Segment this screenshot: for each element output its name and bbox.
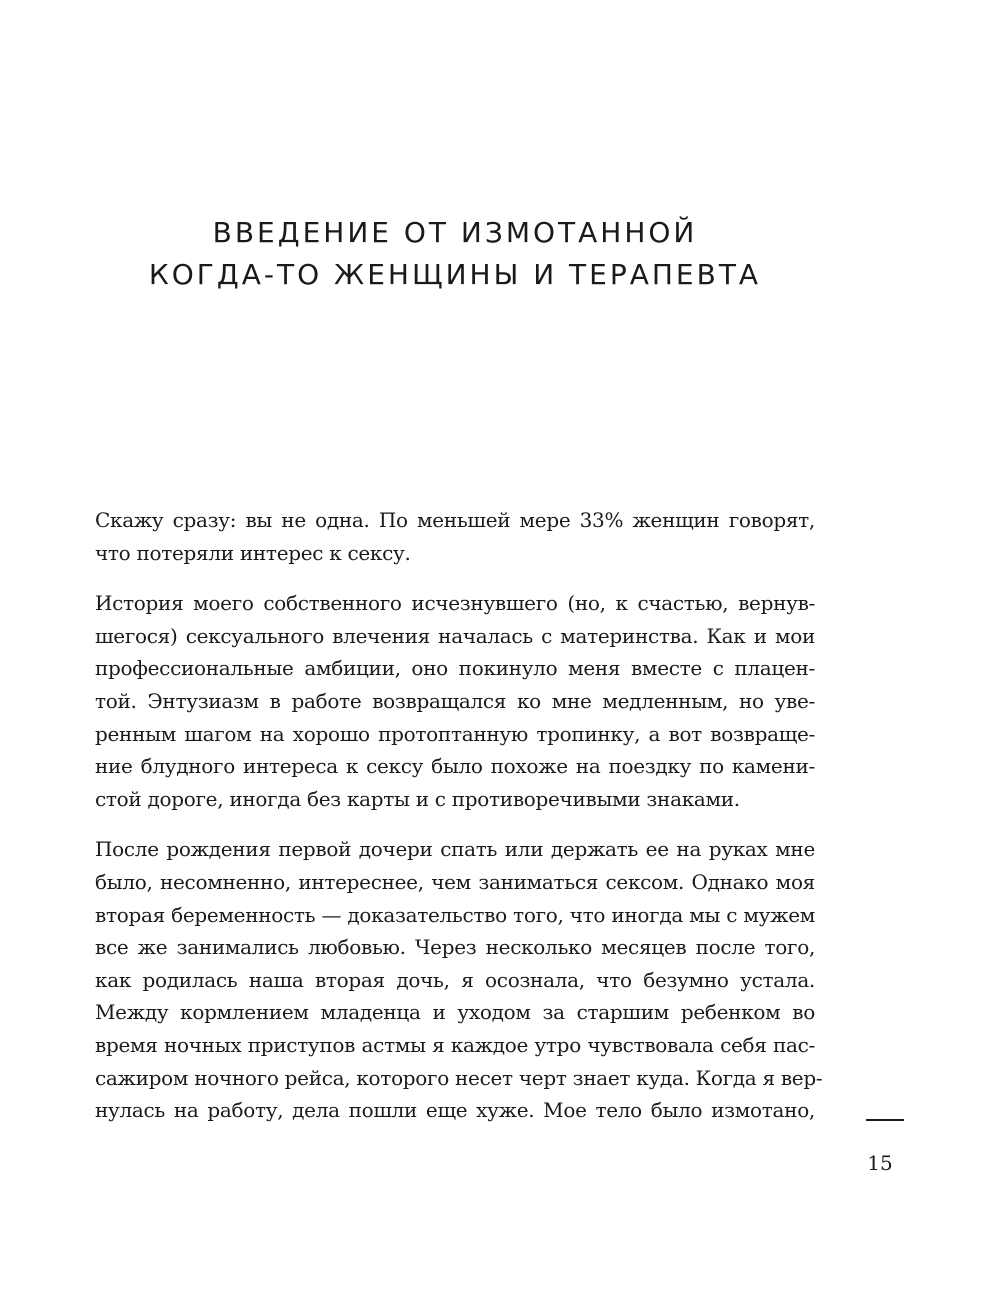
text-line: Между кормлением младенца и уходом за старшим ребенком во [95,1000,815,1025]
text-line: После рождения первой дочери спать или держать ее на руках мне [95,837,815,862]
text-line: было, несомненно, интереснее, чем заниматься сексом. Однако моя [95,869,815,894]
text-line: вторая беременность — доказательство того, что иногда мы с мужем [95,902,815,927]
paragraph-2 [95,587,815,815]
chapter-title-line: ВВЕДЕНИЕ ОТ ИЗМОТАННОЙ [212,216,698,249]
paragraph-3 [95,833,823,1126]
page-number-rule [866,1119,904,1121]
paragraph-1 [95,504,815,569]
text-line: сажиром ночного рейса, которого несет черт знает куда. Когда я вер- [95,1065,823,1090]
text-line: профессиональные амбиции, оно покинуло меня вместе с плацен- [95,656,815,681]
text-line: нулась на работу, дела пошли еще хуже. Мое тело было измотано, [95,1098,815,1123]
text-line: стой дороге, иногда без карты и с противоречивыми знаками. [95,786,740,811]
body-text [95,504,823,1145]
text-line: той. Энтузиазм в работе возвращался ко мне медленным, но уве- [95,688,815,713]
page-number: 15 [867,1151,893,1175]
text-line: ренным шагом на хорошо протоптанную тропинку, а вот возвраще- [95,721,815,746]
text-line: шегося) сексуального влечения началась с материнства. Как и мои [95,623,815,648]
text-line: ние блудного интереса к сексу было похоже на поездку по камени- [95,754,815,779]
text-line: Скажу сразу: вы не одна. По меньшей мере 33% женщин говорят, [95,508,815,532]
text-line: что потеряли интерес к сексу. [95,540,411,565]
text-line: История моего собственного исчезнувшего (но, к счастью, вернув- [95,591,815,616]
text-line: все же занимались любовью. Через несколько месяцев после того, [95,935,815,960]
text-line: как родилась наша вторая дочь, я осознала, что безумно устала. [95,967,815,992]
chapter-title [0,212,910,296]
chapter-title-line: КОГДА-ТО ЖЕНЩИНЫ И ТЕРАПЕВТА [148,258,762,291]
text-line: время ночных приступов астмы я каждое утро чувствовала себя пас- [95,1032,815,1057]
